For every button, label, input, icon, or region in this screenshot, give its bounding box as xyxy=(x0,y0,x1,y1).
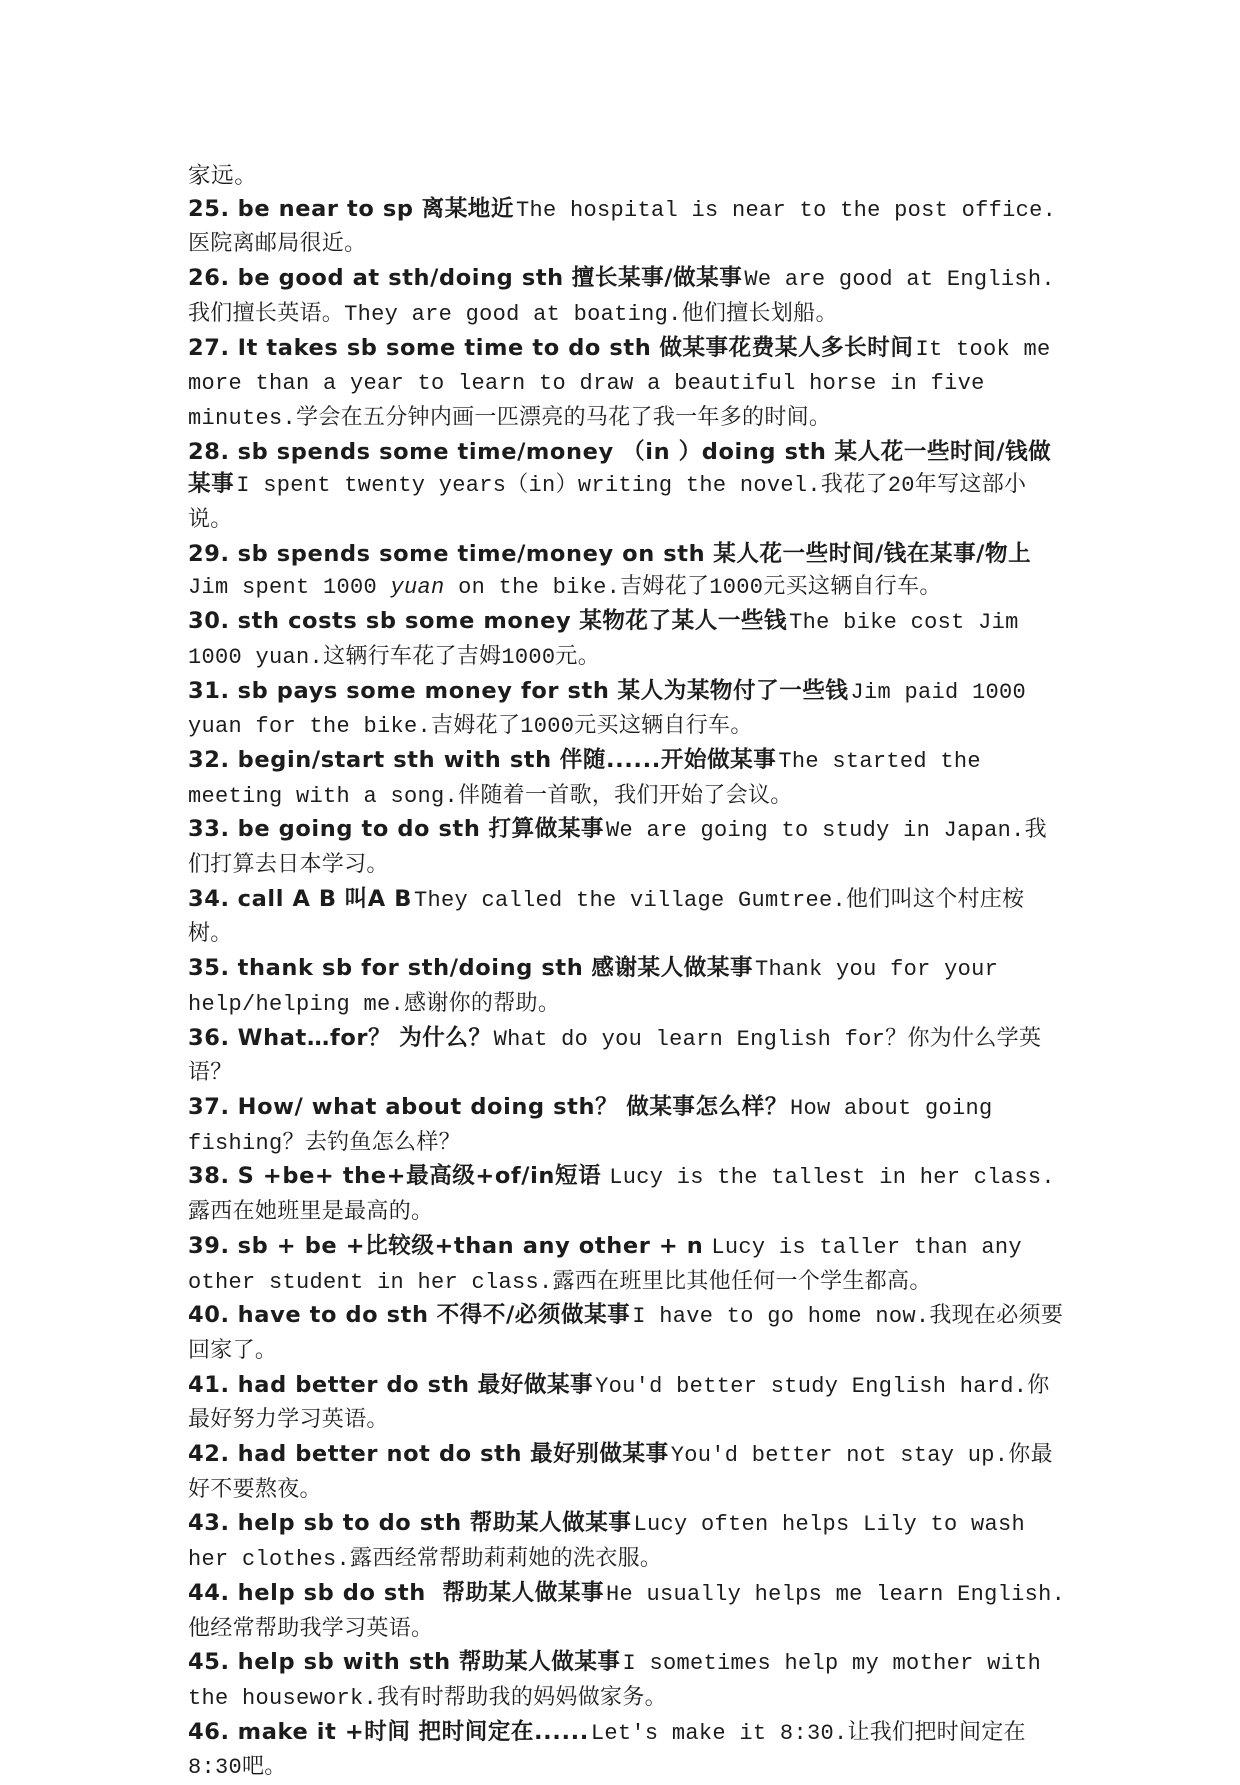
entry-number: 36. xyxy=(188,1024,230,1051)
english-phrase: sb spends some time/money on sth xyxy=(237,540,706,567)
phrase-entry xyxy=(188,744,1068,813)
example-sentence: You'd better study English hard.你最好努力学习英语。 xyxy=(188,1373,1050,1434)
example-sentence: Lucy is taller than any other student in her class.露西在班里比其他任何一个学生都高。 xyxy=(188,1234,1022,1295)
entry-number: 29. xyxy=(188,540,230,567)
phrase-entry xyxy=(188,332,1068,436)
phrase-entry xyxy=(188,1438,1068,1507)
english-phrase: help sb with sth xyxy=(237,1649,451,1676)
example-sentence: Lucy is the tallest in her class.露西在她班里是最高的。 xyxy=(188,1165,1055,1226)
example-sentence: You'd better not stay up.你最好不要熬夜。 xyxy=(188,1443,1053,1503)
phrase-entry xyxy=(188,193,1068,262)
example-sentence: Lucy often helps Lily to wash her clothes.露西经常帮助莉莉她的洗衣服。 xyxy=(188,1512,1026,1573)
entry-number: 27. xyxy=(188,334,230,361)
example-sentence xyxy=(188,575,942,600)
entry-number: 43. xyxy=(188,1510,230,1537)
entry-number: 30. xyxy=(188,608,230,635)
chinese-meaning: 叫A B xyxy=(344,885,412,912)
english-phrase: What…for？ xyxy=(237,1024,392,1051)
phrase-entry xyxy=(188,1091,1068,1160)
example-sentence: I have to go home now.我现在必须要回家了。 xyxy=(188,1304,1064,1364)
english-phrase: sth costs sb some money xyxy=(237,608,572,635)
english-phrase: thank sb for sth/doing sth xyxy=(237,955,584,982)
entry-number: 42. xyxy=(188,1441,230,1468)
example-sentence: Thank you for your help/helping me.感谢你的帮助。 xyxy=(188,957,999,1017)
entry-number: 33. xyxy=(188,816,230,843)
phrase-list xyxy=(188,193,1068,1785)
example-sentence: They called the village Gumtree.他们叫这个村庄桉树。 xyxy=(188,887,1025,948)
phrase-entry xyxy=(188,1577,1068,1646)
phrase-entry xyxy=(188,1716,1068,1785)
chinese-meaning: 某人为某物付了一些钱 xyxy=(617,677,849,704)
example-sentence: How about going fishing？去钓鱼怎么样？ xyxy=(188,1095,993,1156)
example-sentence: The hospital is near to the post office.医院离邮局很近。 xyxy=(188,197,1057,258)
chinese-meaning: 做某事怎么样？ xyxy=(626,1093,788,1120)
phrase-entry xyxy=(188,1369,1068,1438)
english-phrase: be good at sth/doing sth xyxy=(237,265,564,292)
entry-number: 39. xyxy=(188,1232,230,1259)
example-sentence: Jim paid 1000 yuan for the bike.吉姆花了1000元买这辆自行车。 xyxy=(188,679,1027,740)
phrase-entry xyxy=(188,675,1068,744)
chinese-meaning: 某人花一些时间/钱做某事 xyxy=(188,438,1052,498)
example-italic-word: yuan xyxy=(390,575,445,601)
entry-number: 44. xyxy=(188,1579,230,1606)
example-sentence: The started the meeting with a song.伴随着一首歌，我们开始了会议。 xyxy=(188,748,981,809)
english-phrase: had better not do sth xyxy=(237,1441,523,1468)
chinese-meaning: 为什么？ xyxy=(399,1024,492,1051)
entry-number: 45. xyxy=(188,1649,230,1676)
phrase-entry xyxy=(188,538,1068,605)
phrase-entry xyxy=(188,1646,1068,1715)
example-sentence: We are good at English.我们擅长英语。They are good at boating.他们擅长划船。 xyxy=(188,267,1055,327)
english-phrase: call A B xyxy=(237,885,337,912)
chinese-meaning: 做某事花费某人多长时间 xyxy=(659,334,914,361)
example-sentence: I sometimes help my mother with the housework.我有时帮助我的妈妈做家务。 xyxy=(188,1651,1042,1711)
phrase-entry xyxy=(188,1230,1068,1299)
chinese-meaning: 最好做某事 xyxy=(477,1371,594,1398)
entry-number: 46. xyxy=(188,1718,230,1745)
example-part: Jim spent 1000 xyxy=(188,575,391,601)
entry-number: 35. xyxy=(188,955,230,982)
phrase-entry xyxy=(188,1507,1068,1576)
english-phrase: help sb to do sth xyxy=(237,1510,462,1537)
chinese-meaning: 把时间定在...... xyxy=(418,1718,589,1745)
chinese-meaning: 某人花一些时间/钱在某事/物上 xyxy=(713,540,1032,567)
document-page xyxy=(188,160,1068,1785)
example-sentence: He usually helps me learn English.他经常帮助我学习英语。 xyxy=(188,1581,1066,1642)
chinese-meaning: 不得不/必须做某事 xyxy=(436,1302,631,1329)
chinese-meaning: 某物花了某人一些钱 xyxy=(579,608,788,635)
example-sentence: We are going to study in Japan.我们打算去日本学习。 xyxy=(188,818,1047,879)
english-phrase: S +be+ the+最高级+of/in短语 xyxy=(237,1163,602,1190)
entry-number: 38. xyxy=(188,1163,230,1190)
english-phrase: sb spends some time/money （in ）doing sth xyxy=(237,438,827,465)
english-phrase: make it +时间 xyxy=(237,1718,411,1745)
chinese-meaning: 感谢某人做某事 xyxy=(591,955,754,982)
continued-fragment: 家远。 xyxy=(188,163,258,188)
phrase-entry xyxy=(188,262,1068,331)
phrase-entry xyxy=(188,605,1068,674)
chinese-meaning: 擅长某事/做某事 xyxy=(571,265,743,292)
example-sentence: Let's make it 8:30.让我们把时间定在8:30吧。 xyxy=(188,1720,1026,1781)
chinese-meaning: 最好别做某事 xyxy=(530,1441,669,1468)
english-phrase: had better do sth xyxy=(237,1371,470,1398)
english-phrase: help sb do sth xyxy=(237,1579,435,1606)
entry-number: 26. xyxy=(188,265,230,292)
english-phrase: be going to do sth xyxy=(237,816,481,843)
english-phrase: It takes sb some time to do sth xyxy=(237,334,652,361)
phrase-entry xyxy=(188,436,1068,538)
chinese-meaning: 离某地近 xyxy=(421,195,515,222)
example-sentence: I spent twenty years（in）writing the novel.我花了20年写这部小说。 xyxy=(188,473,1027,534)
chinese-meaning: 帮助某人做某事 xyxy=(442,1579,605,1606)
phrase-entry xyxy=(188,813,1068,882)
phrase-entry xyxy=(188,1160,1068,1229)
chinese-meaning: 帮助某人做某事 xyxy=(469,1510,632,1537)
phrase-entry xyxy=(188,952,1068,1021)
phrase-entry xyxy=(188,1022,1068,1091)
english-phrase: sb pays some money for sth xyxy=(237,677,610,704)
chinese-meaning: 帮助某人做某事 xyxy=(458,1649,621,1676)
phrase-entry xyxy=(188,1299,1068,1368)
entry-number: 40. xyxy=(188,1302,230,1329)
entry-number: 37. xyxy=(188,1093,230,1120)
entry-number: 28. xyxy=(188,438,230,465)
example-part: on the bike.吉姆花了1000元买这辆自行车。 xyxy=(444,575,942,601)
entry-number: 31. xyxy=(188,677,230,704)
english-phrase: sb + be +比较级+than any other + n xyxy=(237,1232,704,1259)
chinese-meaning: 伴随......开始做某事 xyxy=(559,746,777,773)
entry-number: 41. xyxy=(188,1371,230,1398)
example-sentence: What do you learn English for？你为什么学英语？ xyxy=(188,1026,1042,1087)
entry-number: 32. xyxy=(188,746,230,773)
example-sentence: The bike cost Jim 1000 yuan.这辆行车花了吉姆1000元。 xyxy=(188,610,1019,670)
english-phrase: How/ what about doing sth？ xyxy=(237,1093,619,1120)
english-phrase: begin/start sth with sth xyxy=(237,746,552,773)
example-sentence: It took me more than a year to learn to draw a beautiful horse in five minutes.学会在五分钟内画一匹漂亮的马花了我一年多的时间。 xyxy=(188,336,1051,431)
entry-number: 34. xyxy=(188,885,230,912)
english-phrase: be near to sp xyxy=(237,195,414,222)
entry-number: 25. xyxy=(188,195,230,222)
chinese-meaning: 打算做某事 xyxy=(488,816,605,843)
phrase-entry xyxy=(188,883,1068,952)
english-phrase: have to do sth xyxy=(237,1302,429,1329)
